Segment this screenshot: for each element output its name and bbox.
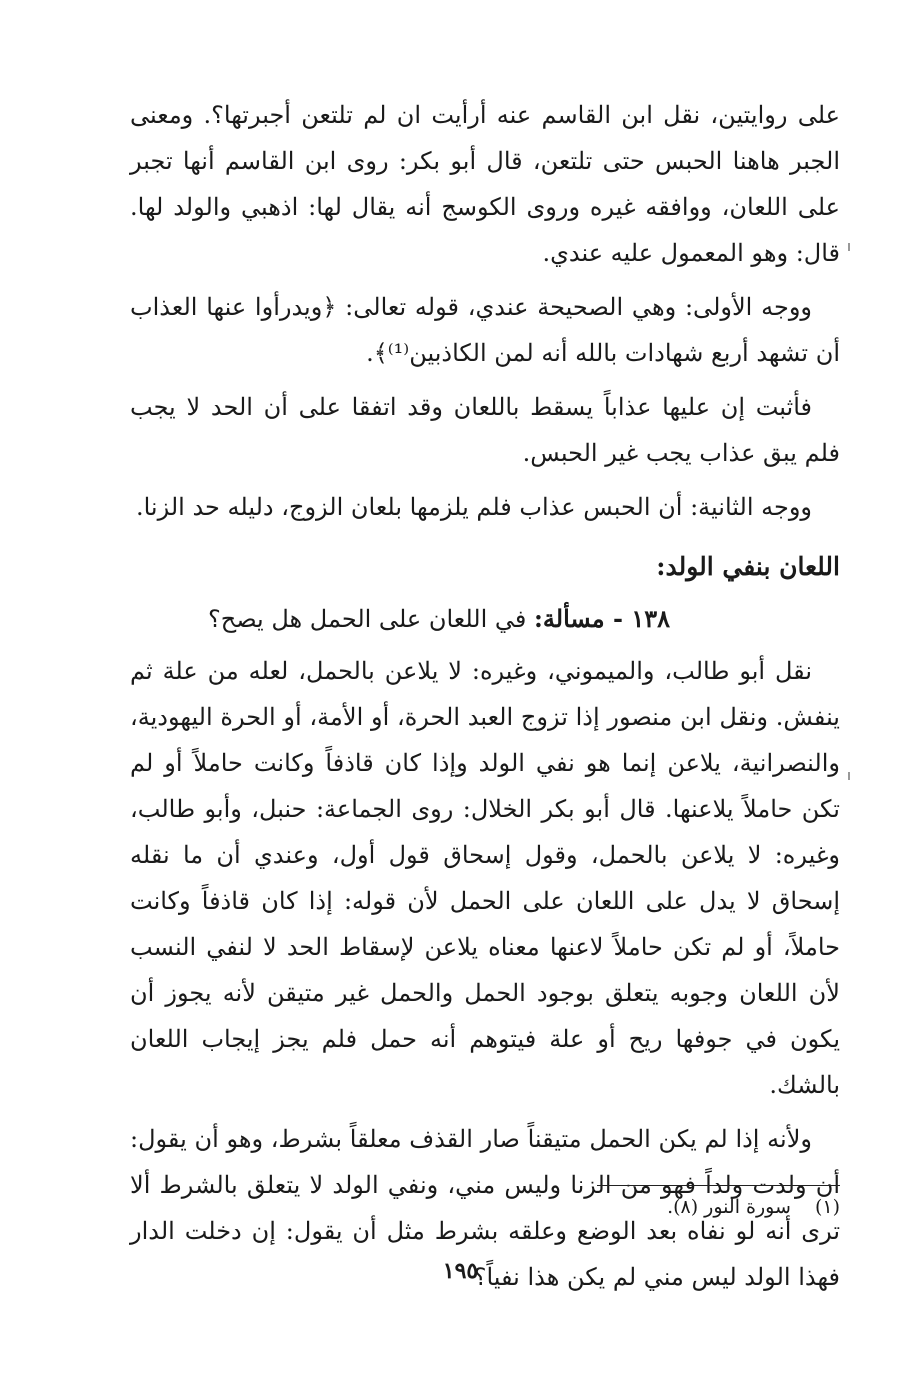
page-number: ١٩٥ [442, 1258, 479, 1284]
issue-text: في اللعان على الحمل هل يصح؟ [207, 605, 527, 633]
footnote-divider [597, 1185, 840, 1186]
section-heading: اللعان بنفي الولد: [656, 552, 840, 581]
paragraph-2: ووجه الأولى: وهي الصحيحة عندي، قوله تعالى: ﴿ويدرأوا عنها العذاب أن تشهد أربع شهادات بالله أنه لمن الكاذبين⁽¹⁾﴾. [130, 293, 840, 367]
margin-mark [848, 772, 850, 780]
paragraph-3: فأثبت إن عليها عذاباً يسقط باللعان وقد اتفقا على أن الحد لا يجب فلم يبق عذاب يجب غير الحبس. [130, 393, 840, 467]
footnote-mark: (١) [814, 1196, 840, 1218]
issue-number: ١٣٨ - مسألة: [534, 604, 670, 633]
paragraph-5: نقل أبو طالب، والميموني، وغيره: لا يلاعن بالحمل، لعله من علة ثم ينفش. ونقل ابن منصور إذا تزوج العبد الحرة، أو الأمة، أو الحرة اليهودية، والنصرانية، يلاعن إنما هو نفي الولد وإذا كان قاذفاً وكانت حاملاً أو لم تكن حاملاً يلاعنها. قال أبو بكر الخلال: روى الجماعة: حنبل، وأبو طالب، وغيره: لا يلاعن بالحمل، وقول إسحاق قول أول، وعندي أن ما نقله إسحاق لا يدل على اللعان على الحمل لأن قوله: إذا كان قاذفاً وكانت حاملاً، أو لم تكن حاملاً لاعنها معناه يلاعن لإسقاط الحد لا لنفي النسب لأن اللعان وجوبه يتعلق بوجود الحمل والحمل غير متيقن لأنه يجوز أن يكون في جوفها ريح أو علة فيتوهم أنه حمل فلم يجز إيجاب اللعان بالشك. [130, 657, 840, 1099]
paragraph-6: ولأنه إذا لم يكن الحمل متيقناً صار القذف معلقاً بشرط، وهو أن يقول: أن ولدت ولداً فهو من الزنا وليس مني، ونفي الولد لا يتعلق بالشرط ألا ترى أنه لو نفاه بعد الوضع وعلقه بشرط مثل أن يقول: إن دخلت الدار فهذا الولد ليس مني لم يكن هذا نفياً؟ [130, 1125, 840, 1291]
margin-mark [848, 243, 850, 251]
issue-line [130, 596, 840, 642]
page-body [130, 92, 840, 1308]
footnote [667, 1192, 840, 1222]
paragraph-1: على روايتين، نقل ابن القاسم عنه أرأيت ان لم تلتعن أجبرتها؟. ومعنى الجبر هاهنا الحبس حتى تلتعن، قال أبو بكر: روى ابن القاسم أنها تجبر على اللعان، ووافقه غيره وروى الكوسج أنه يقال لها: اذهبي والولد لها. قال: وهو المعمول عليه عندي. [130, 101, 840, 267]
paragraph-4: ووجه الثانية: أن الحبس عذاب فلم يلزمها بلعان الزوج، دليله حد الزنا. [135, 493, 812, 521]
footnote-text: سورة النور (٨). [667, 1196, 791, 1218]
